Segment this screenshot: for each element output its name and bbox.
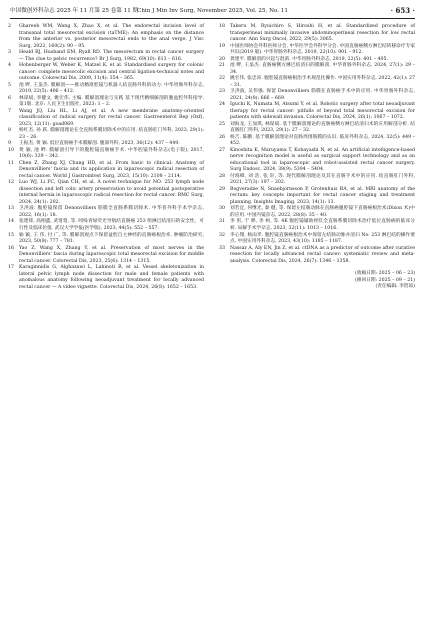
reference-item [219,63,415,76]
reference-item [219,219,415,232]
reference-column-right [219,24,415,291]
reference-number: 14 [8,219,14,225]
reference-item [8,161,204,181]
reference-text: Iguchi K, Numata M, Atsumi Y, et al. Robotic surgery after total neoadjuvant therapy for rectal cancer: pitfalls of beyond total mesorectal excision for patients with sidewall invasion. Colorectal Dis, 2024, 26(1): 1067 – 1072. [230,102,415,121]
reference-text: 池 畔, 王枭杰. 膜解剖——推动精准腔镜与机器人结直肠外科的动力. 中华胃肠外科杂志, 2019, 22(5): 406 – 412. [19,82,204,95]
reference-text: Heald RJ, Husband EM, Ryall RD. The mesorectum in rectal cancer surgery — The clue to pelvic recurrence? Br J Surg, 1982, 69(10): 613 – 616. [19,50,204,62]
reference-item [8,63,204,83]
reference-text: 池 畔, 王枭杰. 直肠癌侧方淋巴结清扫的膜解剖. 中华胃肠外科杂志, 2024, 27(1): 29 – 34. [230,63,415,75]
reference-item [8,50,204,63]
running-header [10,5,415,17]
journal-title-cn: 中国微创外科杂志 2025 年 11 月第 25 卷第 11 期 [10,8,139,14]
reference-item [219,187,415,207]
reference-number: 2 [8,24,11,29]
reference-number: 15 [8,232,14,238]
reference-text: Takeru M, Ryuichiro S, Hiroshi H, et al. Standardized procedure of transperineal minimally invasive abdominoperineal resection for low rectal cancer. Ann Surg Oncol, 2022, 29(5): 3065. [230,24,415,43]
reference-number: 9 [8,141,11,147]
reference-item [219,233,415,246]
reference-item [219,174,415,187]
reference-text: Bogveradze N, Snaebjornsson P, Grotenhuis BA, et al. MRI anatomy of the rectum: key concepts important for rectal cancer staging and treatment planning. Insights Imaging, 2023, 14(1): 13. [230,186,415,205]
reference-number: 12 [8,180,14,186]
reference-number: 7 [8,108,11,114]
reference-item [8,265,204,291]
reference-number: 22 [219,76,225,82]
reference-text: Chen Z, Zhang XJ, Chang HD, et al. From basic to clinical: Anatomy of Denonvilliers' fascia and its application in laparoscopic radical resection of rectal cancer. World J Gastrointest Surg, 2023, 15(10): 2108 – 2114. [19,160,204,179]
reference-number: 24 [219,102,225,108]
responsible-editor: (责任编辑: 李贺琼) [375,284,415,290]
reference-text: 杨红杰, 孙 跃. 膜解剖理论在全直肠系膜切除术中的应用. 结直肠肛门外科, 2023, 29(1): 23 – 26. [19,128,204,140]
reference-number: 20 [219,56,225,62]
reference-number: 3 [8,50,11,56]
article-notes [219,271,415,291]
reference-text: Luo WJ, Li FC, Qian CH, et al. A novel technique for NO. 253 lymph node dissection and left colic artery preservation to avoid potential postoperative internal hernia in laparoscopic radical resection for rectal cancer. BMC Surg, 2024, 24(1): 202. [19,180,204,205]
reference-text: 刘海龙, 王加琪, 林谋斌. 基于膜解剖理论的直肠癌侧方淋巴结清扫术的应用解剖分析. 结直肠肛门外科, 2023, 29(1): 27 – 32. [230,121,415,134]
reference-text: 林谋斌, 李健文, 姚宏伟, 主编. 膜解剖理论与实践 基于现代精细解剖的腹盆腔外科指导. 第1版. 北京: 人民卫生出版社, 2023: 1 – 2. [19,95,204,108]
reference-item [219,135,415,148]
reference-text: 王振杰, 黄 颖. 低位直肠癌手术膜解剖. 腹部外科, 2023, 36(12): 437 – 449. [19,141,180,147]
reference-text: 卫洪波, 吴伟强. 保留 Denonvilliers 筋膜在直肠癌手术中的应用. 中华胃肠外科杂志, 2021, 24(8): 666 – 669. [230,89,415,101]
reference-text: 李 彤, 于 晔, 李 柯, 等. 4K 腹腔镜辅助经肛全直肠系膜切除术治疗低位直肠癌的临床分析. 局解手术学杂志, 2023, 32(11): 1013 – 1016. [230,219,415,231]
reference-number: 27 [219,147,225,153]
reference-number: 29 [219,186,225,192]
reference-number: 30 [219,206,225,212]
received-date: (收稿日期: 2025 – 06 – 23) [355,271,415,277]
revised-date: (修回日期: 2025 – 09 – 21) [355,277,415,283]
reference-text: Wang JQ, Liu HL, Li AJ, et al. A new membrane anatomy-oriented classification of radical surgery for rectal cancer. Gastroenterol Rep (Oxf), 2023, 12(11): goad069. [19,108,204,127]
reference-number: 4 [8,63,11,69]
reference-text: 刘若宜, 何继光, 秦 健, 等. 保留左结肠动脉在直肠癌腹腔镜下直肠癌根治术(Dixon 术)中的应用. 中国内镜杂志, 2022, 28(8): 35 – 40. [230,206,415,218]
reference-text: 黄 颖, 池 畔. 膜解剖引导下的腹腔镜直肠癌手术. 中华腔镜外科杂志(电子版), 2017, 10(6): 339 – 342. [19,147,204,160]
reference-text: Hohenberger W, Weber K, Matzel K, et al. Standardised surgery for colonic cancer: complete mesocolic excision and central ligation-technical notes and outcome. Colorectal Dis, 2009, 11(4): 354 – 365. [19,63,204,82]
reference-text: Ghareeb WM, Wang X, Zhao X, et al. The endorectal incision level of transanal total mesorectal excision (taTME): An emphasis on the distance from the anterior vs. posterior mesorectal ends to the anal verge. J Visc Surg, 2022, 160(2): 90 – 95. [19,24,204,49]
reference-text: Karaginnidis G, Alghazawi L, Lahinoti R, et al. Vessel skeletonization in lateral pelvic lymph node dissection for male and female patients with anomalous anatomy following neoadjuvant treatment for locally advanced rectal cancer — A video vignette. Colorectal Dis, 2024, 26(8): 1652 – 1653. [19,265,204,290]
header-rule [10,18,415,19]
reference-number: 23 [219,89,225,95]
reference-text: 姚宏伟, 张忠涛. 腹腔镜直肠癌根治手术规范化操作. 中国实用外科杂志, 2022, 42(1): 27 – 31. [230,76,415,88]
reference-item [219,246,415,266]
reference-text: 付海峰, 刘 浩, 张 轩, 等. 现代膜解剖理论及其在直肠手术中的应用. 结直肠肛门外科, 2021, 27(3): 197 – 202. [230,173,415,186]
page-number: · 653 · [390,6,415,15]
reference-item [8,148,204,161]
reference-item [8,180,204,206]
reference-number: 10 [8,147,14,153]
reference-item [219,206,415,219]
reference-number: 16 [8,245,14,251]
reference-text: 张建锋, 高栩鑫, 武莺莺, 等. 吲哚青绿荧光导航结直肠癌 253 组淋巴结清扫的安全性、可行性及临床价值. 武汉大学学报(医学版), 2023, 44(5): 552 – 557. [19,219,204,231]
reference-item [8,233,204,246]
reference-number: 8 [8,128,11,134]
reference-text: 李心翔, 杨雨孝. 腹腔镜直肠癌根治术中保留左结肠动脉并清扫 No. 253 淋巴结的操作要点. 中国实用外科杂志, 2023, 43(10): 1185 – 1187. [230,232,415,245]
reference-number: 17 [8,265,14,271]
reference-item [8,219,204,232]
reference-text: 杨吉, 陈鹏. 基于膜解剖理论对直肠周围筋膜的认识. 临床外科杂志, 2024, 32(5): 449 – 452. [230,134,415,147]
reference-text: 龚建平. 膜解剖的兴起与混淆. 中华胃肠外科杂志, 2019, 22(5): 401 – 405. [230,56,388,62]
reference-item [219,44,415,57]
reference-item [219,89,415,102]
reference-text: 卫洪波. 腹腔镜保留 Denonvilliers 筋膜全直肠系膜切除术. 中华普外科手术学杂志, 2022, 16(1): 18. [19,206,204,218]
reference-number: 18 [219,24,225,29]
reference-column-left [8,24,204,291]
reference-number: 26 [219,134,225,140]
reference-number: 13 [8,206,14,212]
reference-item [8,24,204,50]
reference-text: Nassar A, Aly EN, Jin Z, et al. ctDNA as a predictor of outcome after curative resection for locally advanced rectal cancer: systematic review and meta-analysis. Colorectal Dis, 2024, 26(7): 1346 – 1358. [230,245,415,264]
reference-item [8,128,204,141]
reference-number: 6 [8,95,11,101]
reference-item [219,102,415,122]
reference-number: 31 [219,219,225,225]
reference-item [219,148,415,174]
reference-item [219,76,415,89]
reference-number: 5 [8,82,11,88]
reference-text: 中国医师协会外科医师分会, 中华医学会外科学分会. 中国直肠癌侧方淋巴结转移诊疗专家共识(2019 版). 中华胃肠外科杂志, 2019, 22(10): 901 – 912. [230,43,415,56]
reference-list-right [219,24,415,265]
reference-item [8,83,204,96]
reference-number: 21 [219,63,225,69]
reference-number: 32 [219,232,225,238]
reference-number: 25 [219,121,225,127]
reference-item [8,109,204,129]
reference-text: Yao Z, Wang X, Zhang Y, et al. Preservation of most nerves in the Denonvilliers' fascia during laparoscopic total mesorectal excision for middle rectal cancer. Colorectal Dis, 2023, 25(6): 1314 – 1315. [19,245,204,264]
reference-item [219,122,415,135]
reference-number: 28 [219,173,225,179]
reference-item [219,24,415,44]
reference-item [8,96,204,109]
journal-title-en: Chin J Min Inv Surg, November 2025, Vol. 25, No. 11 [137,8,288,14]
reference-item [8,206,204,219]
reference-item [8,246,204,266]
reference-number: 33 [219,245,225,251]
reference-text: 喻 颖, 王 伟, 付 广, 等. 膜解剖观点下保留盆腔自主神经的直肠癌根治术. 肿瘤防治研究, 2023, 50(8): 777 – 781. [19,232,204,245]
reference-text: Kinoshita K, Maruyama T, Kobayashi N, et al. An artificial intelligence-based nerve recognition model is useful as surgical support technology and as an educational tool in laparoscopic and robot-assisted rectal cancer surgery. Surg Endosc, 2024, 38(9): 5394 – 5404. [230,147,415,173]
reference-number: 19 [219,43,225,49]
reference-number: 11 [8,160,14,166]
